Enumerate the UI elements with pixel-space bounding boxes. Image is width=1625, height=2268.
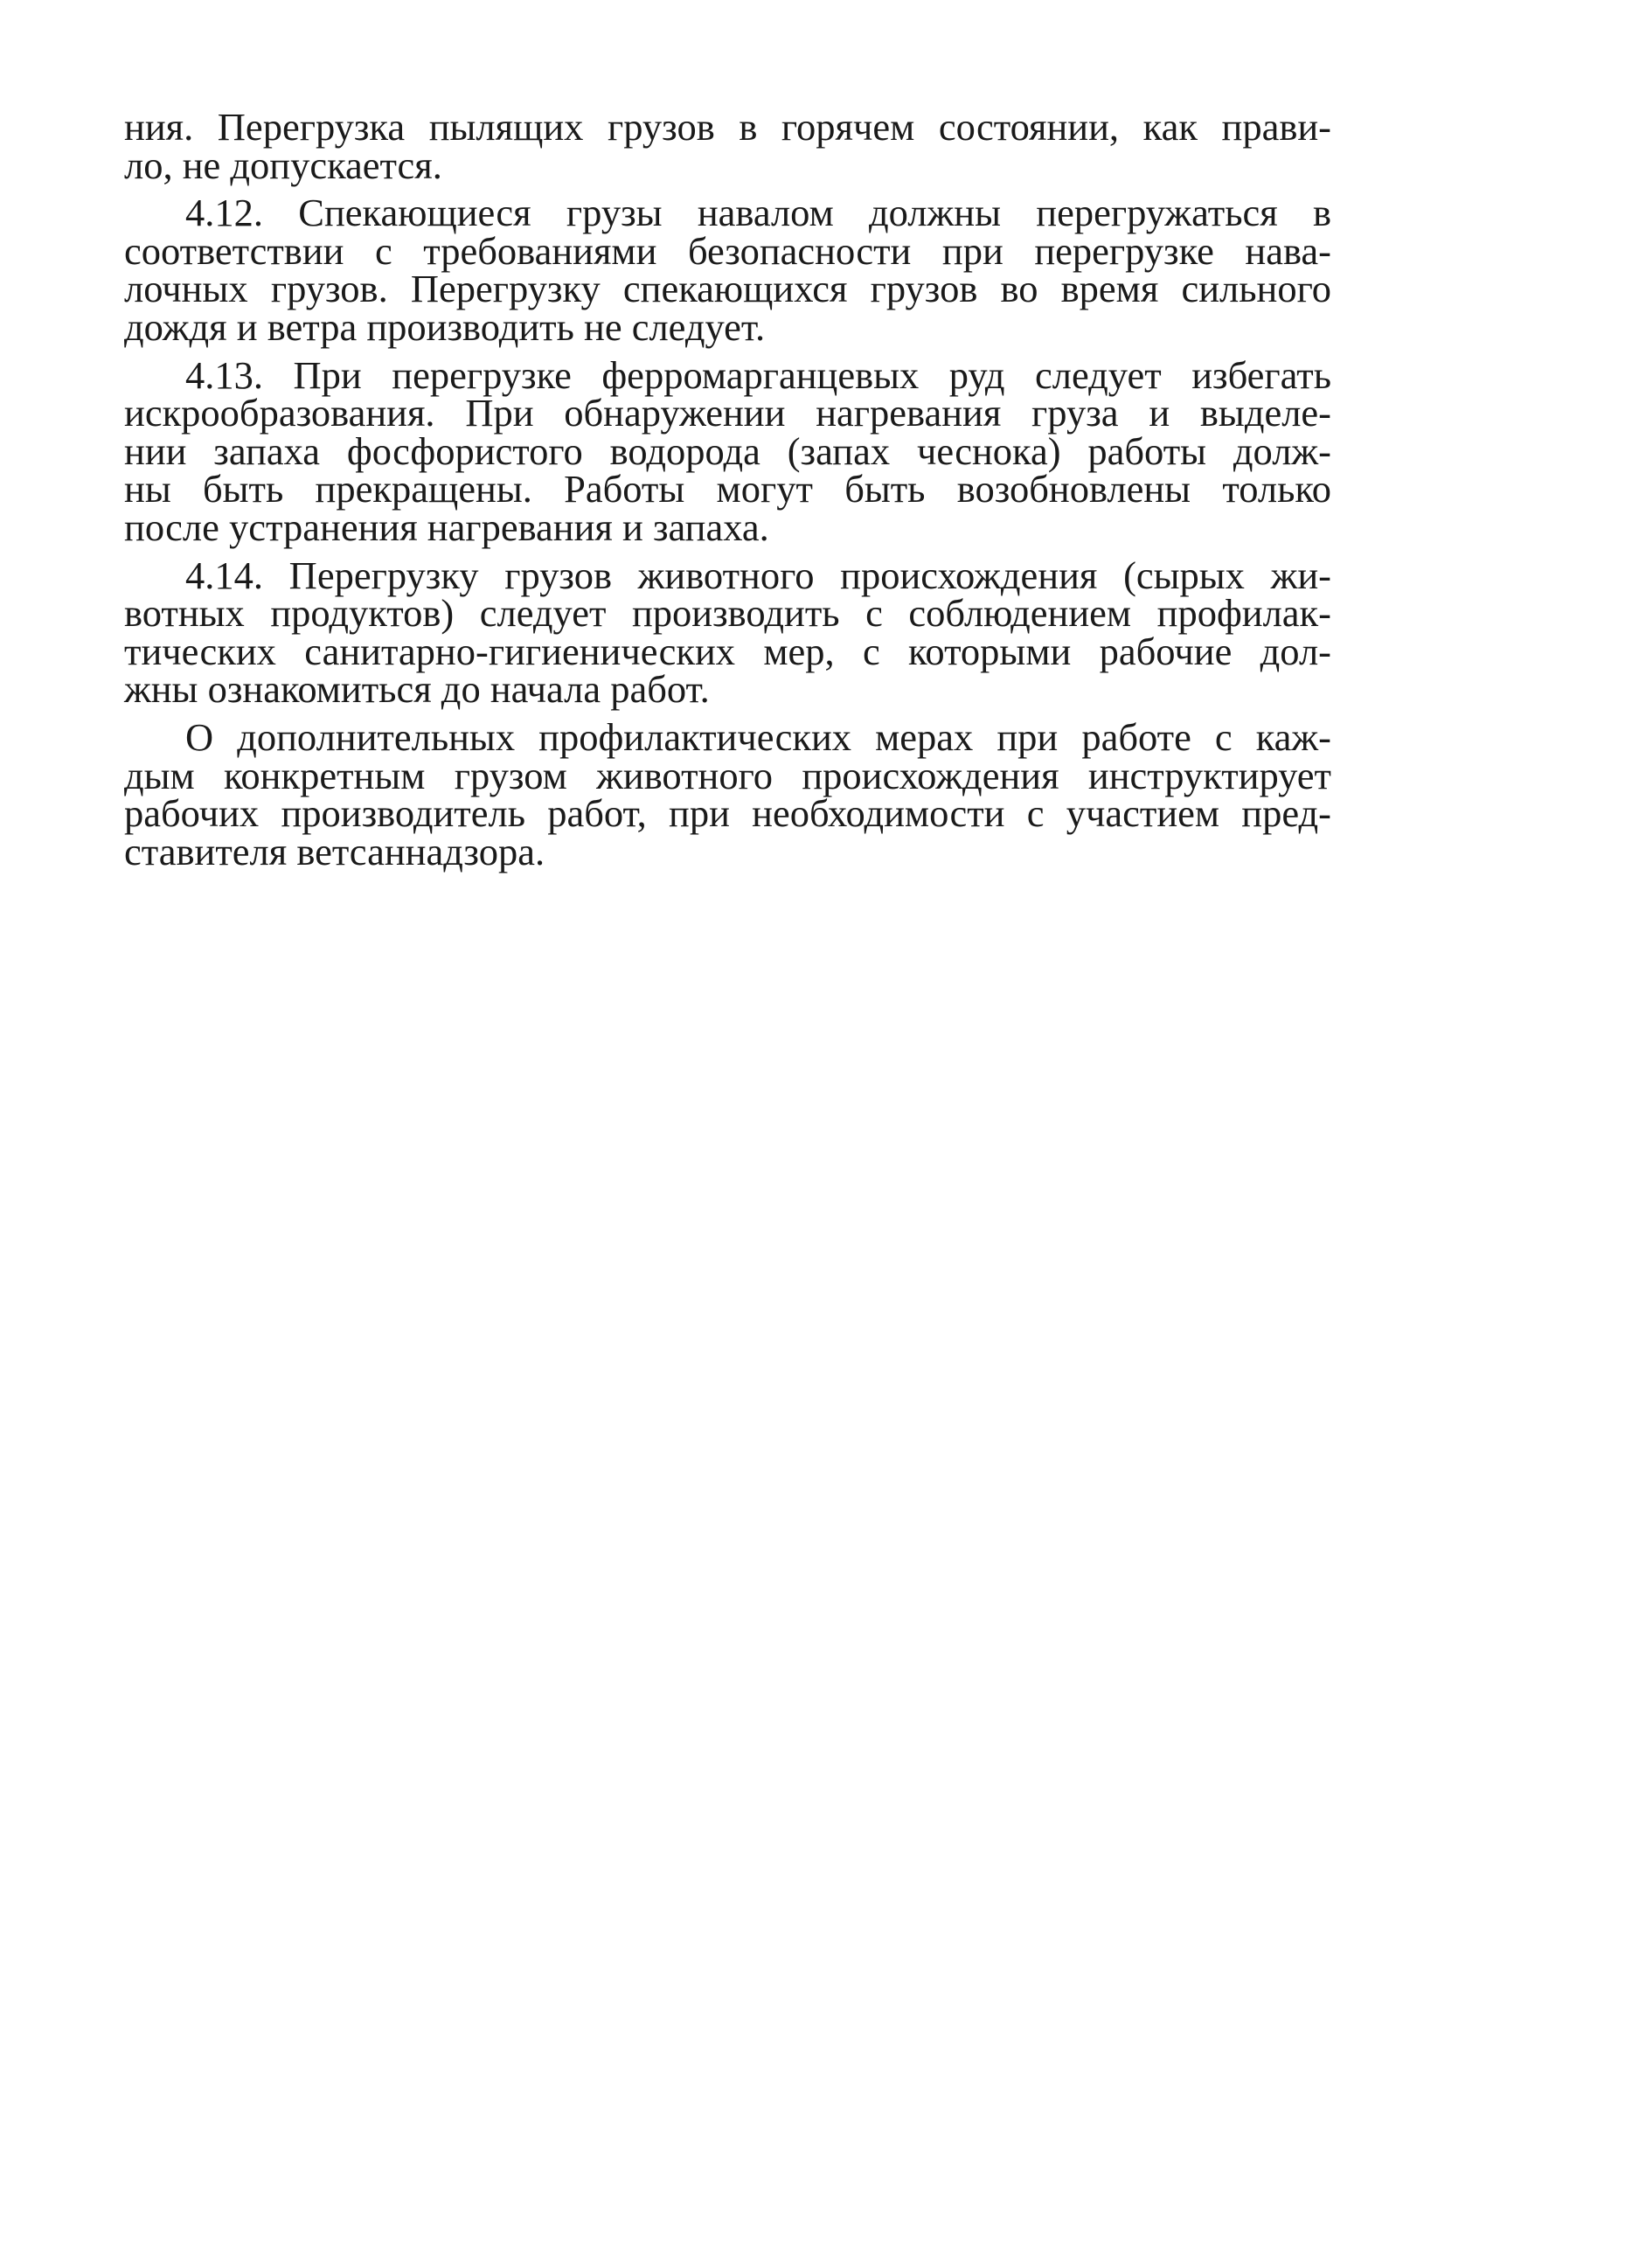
text-line: рабочих производитель работ, при необходимости с участием пред- [124,791,1331,836]
document-body [124,105,1331,873]
paragraph-4-14 [124,553,1331,712]
paragraph-additional-measures [124,714,1331,873]
text-line: 4.13. При перегрузке ферромарганцевых руд следует избегать [185,352,1331,397]
text-line: ния. Перегрузка пылящих грузов в горячем состоянии, как прави- [124,105,1331,149]
text-line: 4.12. Спекающиеся грузы навалом должны перегружаться в [185,191,1331,235]
text-line: соответствии с требованиями безопасности при перегрузке нава- [124,228,1331,273]
text-line: вотных продуктов) следует производить с соблюдением профилак- [124,591,1331,636]
text-line: жны ознакомиться до начала работ. [124,667,710,712]
text-line: дым конкретным грузом животного происхождения инструктирует [124,753,1331,797]
text-line: ставителя ветсаннадзора. [124,829,545,873]
text-line: нии запаха фосфористого водорода (запах чеснока) работы долж- [124,428,1331,473]
text-line: искрообразования. При обнаружении нагревания груза и выделе- [124,391,1331,435]
text-line: 4.14. Перегрузку грузов животного происхождения (сырых жи- [185,553,1331,597]
text-line: ло, не допускается. [124,143,442,187]
paragraph-4-12 [124,191,1331,349]
text-line: дождя и ветра производить не следует. [124,304,766,349]
paragraph-4-13 [124,352,1331,549]
text-line: ны быть прекращены. Работы могут быть возобновлены только [124,467,1331,511]
paragraph-continuation [124,105,1331,187]
text-line: после устранения нагревания и запаха. [124,504,769,549]
text-line: тических санитарно-гигиенических мер, с которыми рабочие дол- [124,629,1331,673]
text-line: О дополнительных профилактических мерах при работе с каж- [185,714,1331,759]
text-line: лочных грузов. Перегрузку спекающихся грузов во время сильного [124,267,1331,311]
